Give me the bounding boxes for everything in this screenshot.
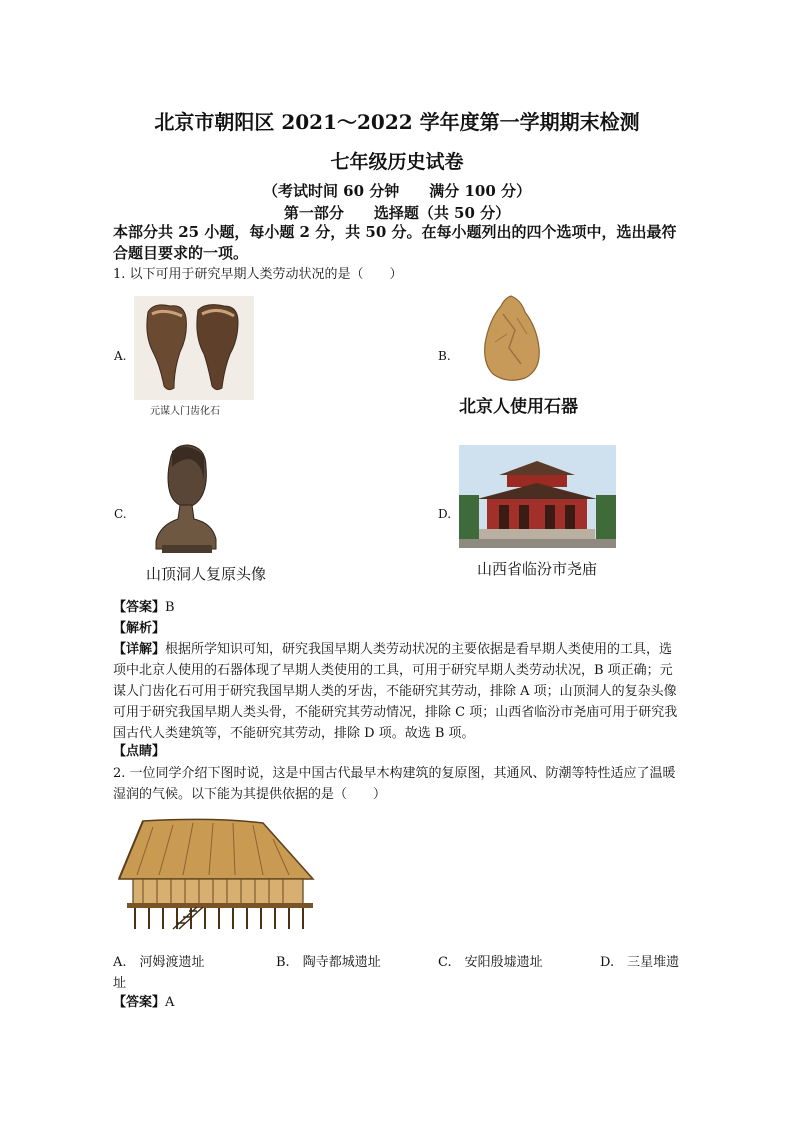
section-heading: 第一部分 选择题（共 50 分）: [283, 204, 511, 222]
temple-image: [459, 445, 616, 548]
bust-image: [150, 441, 222, 553]
q2-option-d: D. 三星堆遗: [600, 955, 680, 970]
q2-option-d-wrap: 址: [113, 976, 127, 991]
q1-option-d-label: D.: [438, 507, 452, 521]
q1-detail: [113, 639, 683, 744]
q1-option-b-label: B.: [438, 349, 451, 363]
q1-option-c-caption: 山顶洞人复原头像: [146, 565, 267, 583]
q2-answer: A: [165, 995, 175, 1010]
tooth-fossil-image: [134, 296, 254, 400]
q1-option-c-label: C.: [114, 507, 127, 521]
analysis-tag: 【解析】: [113, 621, 166, 636]
q1-option-b-caption: 北京人使用石器: [459, 397, 578, 417]
q1-option-a-label: A.: [114, 349, 127, 363]
exam-subtitle: 七年级历史试卷: [330, 151, 464, 173]
q1-detail-text: 根据所学知识可知，研究我国早期人类劳动状况的主要依据是看早期人类使用的工具，选项中北京人使用的石器体现了早期人类使用的工具，可用于研究早期人类劳动状况，B 项正确；元谋人门齿化石可用于研究我国早期人类的牙齿，不能研究其劳动，排除 A 项；山顶洞人的复杂头像可用于研究我国早期人类头骨，不能研究其劳动情况，排除 C 项；山西省临汾市尧庙可用于研究我国古代人类建筑等，不能研究其劳动，排除 D 项。故选 B 项。: [113, 642, 678, 741]
q2-stem: 2. 一位同学介绍下图时说，这是中国古代最早木构建筑的复原图，其通风、防潮等特性适应了温暖湿润的气候。以下能为其提供依据的是（ ）: [113, 766, 676, 802]
answer-tag: 【答案】: [113, 995, 166, 1010]
q1-stem: 1. 以下可用于研究早期人类劳动状况的是（ ）: [113, 267, 403, 282]
q1-answer-line: [113, 597, 683, 618]
detail-tag: 【详解】: [113, 642, 166, 657]
comment-tag: 【点睛】: [113, 744, 166, 759]
q2-option-c: C. 安阳殷墟遗址: [438, 955, 543, 970]
q1-option-a-caption: 元谋人门齿化石: [150, 406, 220, 417]
instructions: 本部分共 25 小题，每小题 2 分，共 50 分。在每小题列出的四个选项中，选出最符合题目要求的一项。: [113, 223, 677, 262]
q2-option-a: A. 河姆渡遗址: [113, 955, 205, 970]
q1-option-d-caption: 山西省临汾市尧庙: [477, 560, 598, 578]
answer-tag: 【答案】: [113, 600, 166, 615]
stilt-house-image: [113, 815, 323, 933]
stone-tool-image: [481, 294, 543, 382]
q2-answer-line: [113, 992, 683, 1013]
exam-info: （考试时间 60 分钟 满分 100 分）: [262, 182, 532, 200]
q2-option-b: B. 陶寺都城遗址: [276, 955, 381, 970]
exam-title: 北京市朝阳区 2021～2022 学年度第一学期期末检测: [154, 110, 640, 134]
q1-answer: B: [165, 600, 175, 615]
